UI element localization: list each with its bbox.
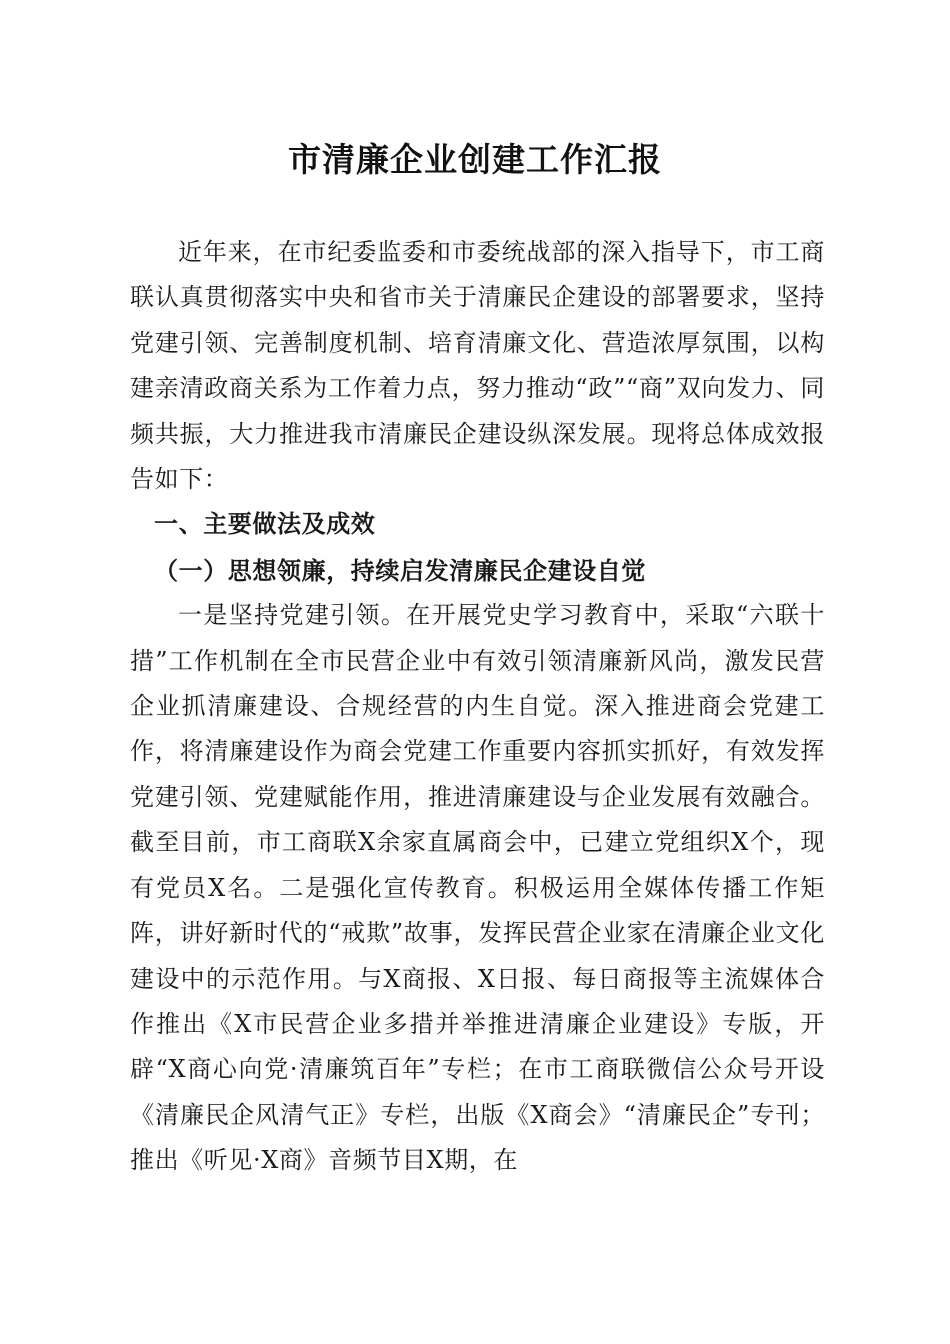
document-title: 市清廉企业创建工作汇报 — [288, 140, 662, 179]
intro-paragraph: 近年来，在市纪委监委和市委统战部的深入指导下，市工商联认真贯彻落实中央和省市关于清廉民企建设的部署要求，坚持党建引领、完善制度机制、培育清廉文化、营造浓厚氛围，以构建亲清政商关系为工作着力点，努力推动“政”“商”双向发力、同频共振，大力推进我市清廉民企建设纵深发展。现将总体成效报告如下： — [130, 238, 825, 494]
subsection-heading: （一）思想领廉，持续启发清廉民企建设自觉 — [154, 555, 646, 585]
document-body — [130, 230, 825, 1184]
section-heading: 一、主要做法及成效 — [154, 510, 376, 539]
body-paragraph: 一是坚持党建引领。在开展党史学习教育中，采取“六联十措”工作机制在全市民营企业中有效引领清廉新风尚，激发民营企业抓清廉建设、合规经营的内生自觉。深入推进商会党建工作，将清廉建设作为商会党建工作重要内容抓实抓好，有效发挥党建引领、党建赋能作用，推进清廉建设与企业发展有效融合。截至目前，市工商联X余家直属商会中，已建立党组织X个，现有党员X名。二是强化宣传教育。积极运用全媒体传播工作矩阵，讲好新时代的“戒欺”故事，发挥民营企业家在清廉企业文化建设中的示范作用。与X商报、X日报、每日商报等主流媒体合作推出《X市民营企业多措并举推进清廉企业建设》专版，开辟“X商心向党·清廉筑百年”专栏；在市工商联微信公众号开设《清廉民企风清气正》专栏，出版《X商会》“清廉民企”专刊；推出《听见·X商》音频节目X期，在 — [130, 601, 825, 1175]
